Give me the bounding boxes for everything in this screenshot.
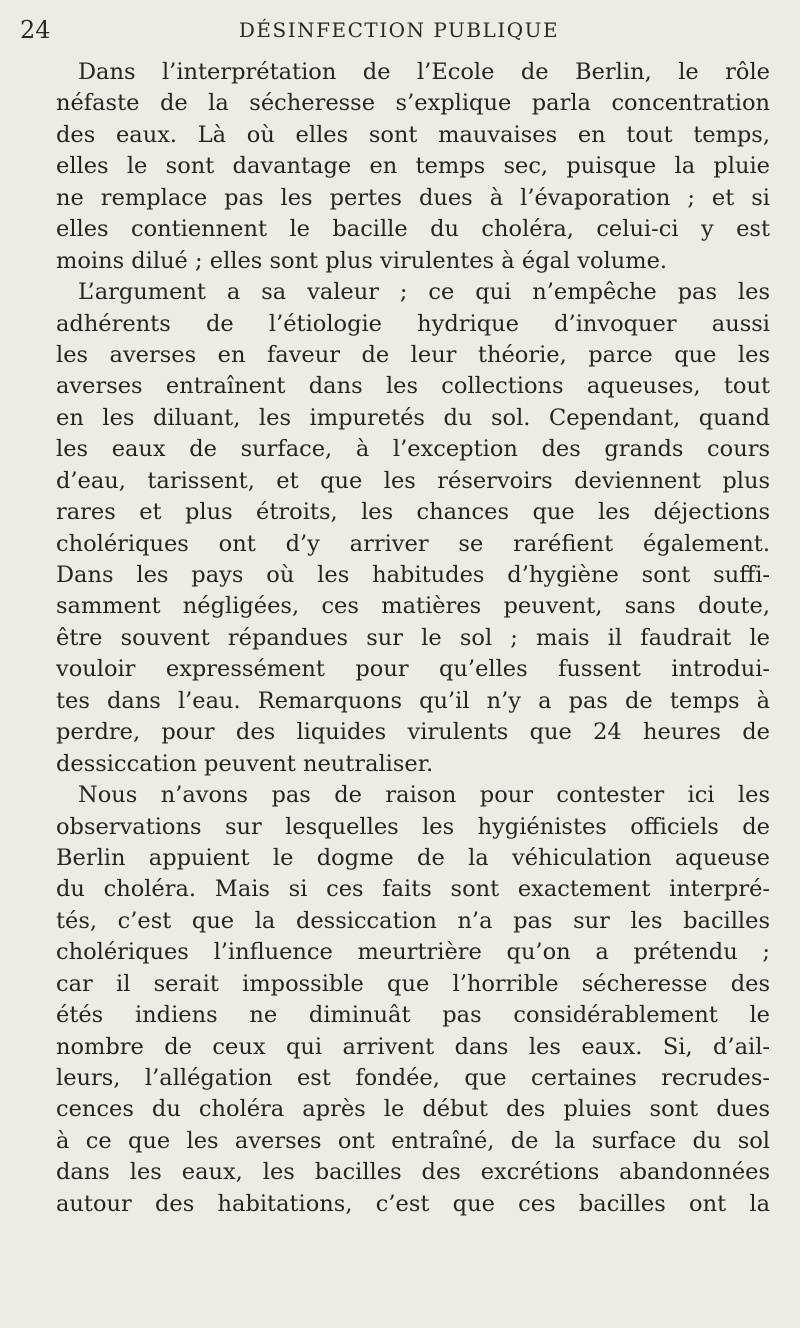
text-line: perdre, pour des liquides virulents que 24 heures de bbox=[56, 719, 770, 746]
text-line: à ce que les averses ont entraîné, de la surface du sol bbox=[56, 1127, 770, 1154]
running-title: DÉSINFECTION PUBLIQUE bbox=[238, 18, 560, 42]
text-line: adhérents de l’étiologie hydrique d’invoquer aussi bbox=[56, 310, 770, 337]
text-line: dans les eaux, les bacilles des excrétions abandonnées bbox=[56, 1159, 770, 1186]
text-line: du choléra. Mais si ces faits sont exactement interpré- bbox=[56, 876, 770, 903]
text-line: des eaux. Là où elles sont mauvaises en tout temps, bbox=[56, 121, 770, 148]
text-line: samment négligées, ces matières peuvent, sans doute, bbox=[56, 593, 770, 620]
text-line: les eaux de surface, à l’exception des grands cours bbox=[56, 436, 770, 463]
text-line: dessiccation peuvent neutraliser. bbox=[56, 750, 434, 777]
text-line: cences du choléra après le début des pluies sont dues bbox=[56, 1096, 770, 1123]
text-line: autour des habitations, c’est que ces bacilles ont la bbox=[56, 1190, 770, 1217]
text-line: vouloir expressément pour qu’elles fussent introdui- bbox=[56, 656, 770, 683]
text-line: en les diluant, les impuretés du sol. Cependant, quand bbox=[56, 404, 770, 431]
text-line: Dans les pays où les habitudes d’hygiène sont suffi- bbox=[56, 562, 770, 588]
text-line: Berlin appuient le dogme de la véhiculation aqueuse bbox=[56, 844, 770, 871]
text-line: Dans l’interprétation de l’Ecole de Berlin, le rôle bbox=[78, 59, 770, 85]
text-line: être souvent répandues sur le sol ; mais il faudrait le bbox=[56, 624, 770, 651]
body-text bbox=[56, 57, 770, 1220]
text-line: néfaste de la sécheresse s’explique parla concentration bbox=[56, 90, 770, 117]
text-line: moins dilué ; elles sont plus virulentes à égal volume. bbox=[56, 247, 668, 274]
text-line: cholériques l’influence meurtrière qu’on a prétendu ; bbox=[56, 939, 770, 966]
running-header bbox=[20, 14, 778, 48]
text-line: elles le sont davantage en temps sec, puisque la pluie bbox=[56, 153, 770, 180]
text-line: tes dans l’eau. Remarquons qu’il n’y a pas de temps à bbox=[56, 687, 770, 714]
text-line: rares et plus étroits, les chances que les déjections bbox=[56, 499, 770, 526]
page-number: 24 bbox=[20, 16, 51, 44]
text-line: elles contiennent le bacille du choléra, celui-ci y est bbox=[56, 216, 770, 243]
text-line: cholériques ont d’y arriver se raréfient également. bbox=[56, 530, 770, 557]
text-line: nombre de ceux qui arrivent dans les eaux. Si, d’ail- bbox=[56, 1033, 770, 1060]
text-line: L’argument a sa valeur ; ce qui n’empêche pas les bbox=[78, 279, 770, 306]
text-line: étés indiens ne diminuât pas considérablement le bbox=[56, 1002, 770, 1029]
text-line: tés, c’est que la dessiccation n’a pas sur les bacilles bbox=[56, 907, 770, 934]
text-line: Nous n’avons pas de raison pour contester ici les bbox=[78, 782, 770, 809]
text-line: observations sur lesquelles les hygiénistes officiels de bbox=[56, 813, 770, 840]
text-line: leurs, l’allégation est fondée, que certaines recrudes- bbox=[56, 1065, 770, 1091]
text-line: les averses en faveur de leur théorie, parce que les bbox=[56, 341, 770, 368]
text-line: averses entraînent dans les collections aqueuses, tout bbox=[56, 373, 770, 400]
text-line: d’eau, tarissent, et que les réservoirs deviennent plus bbox=[56, 467, 770, 494]
text-line: car il serait impossible que l’horrible sécheresse des bbox=[56, 970, 770, 997]
text-line: ne remplace pas les pertes dues à l’évaporation ; et si bbox=[56, 184, 770, 211]
